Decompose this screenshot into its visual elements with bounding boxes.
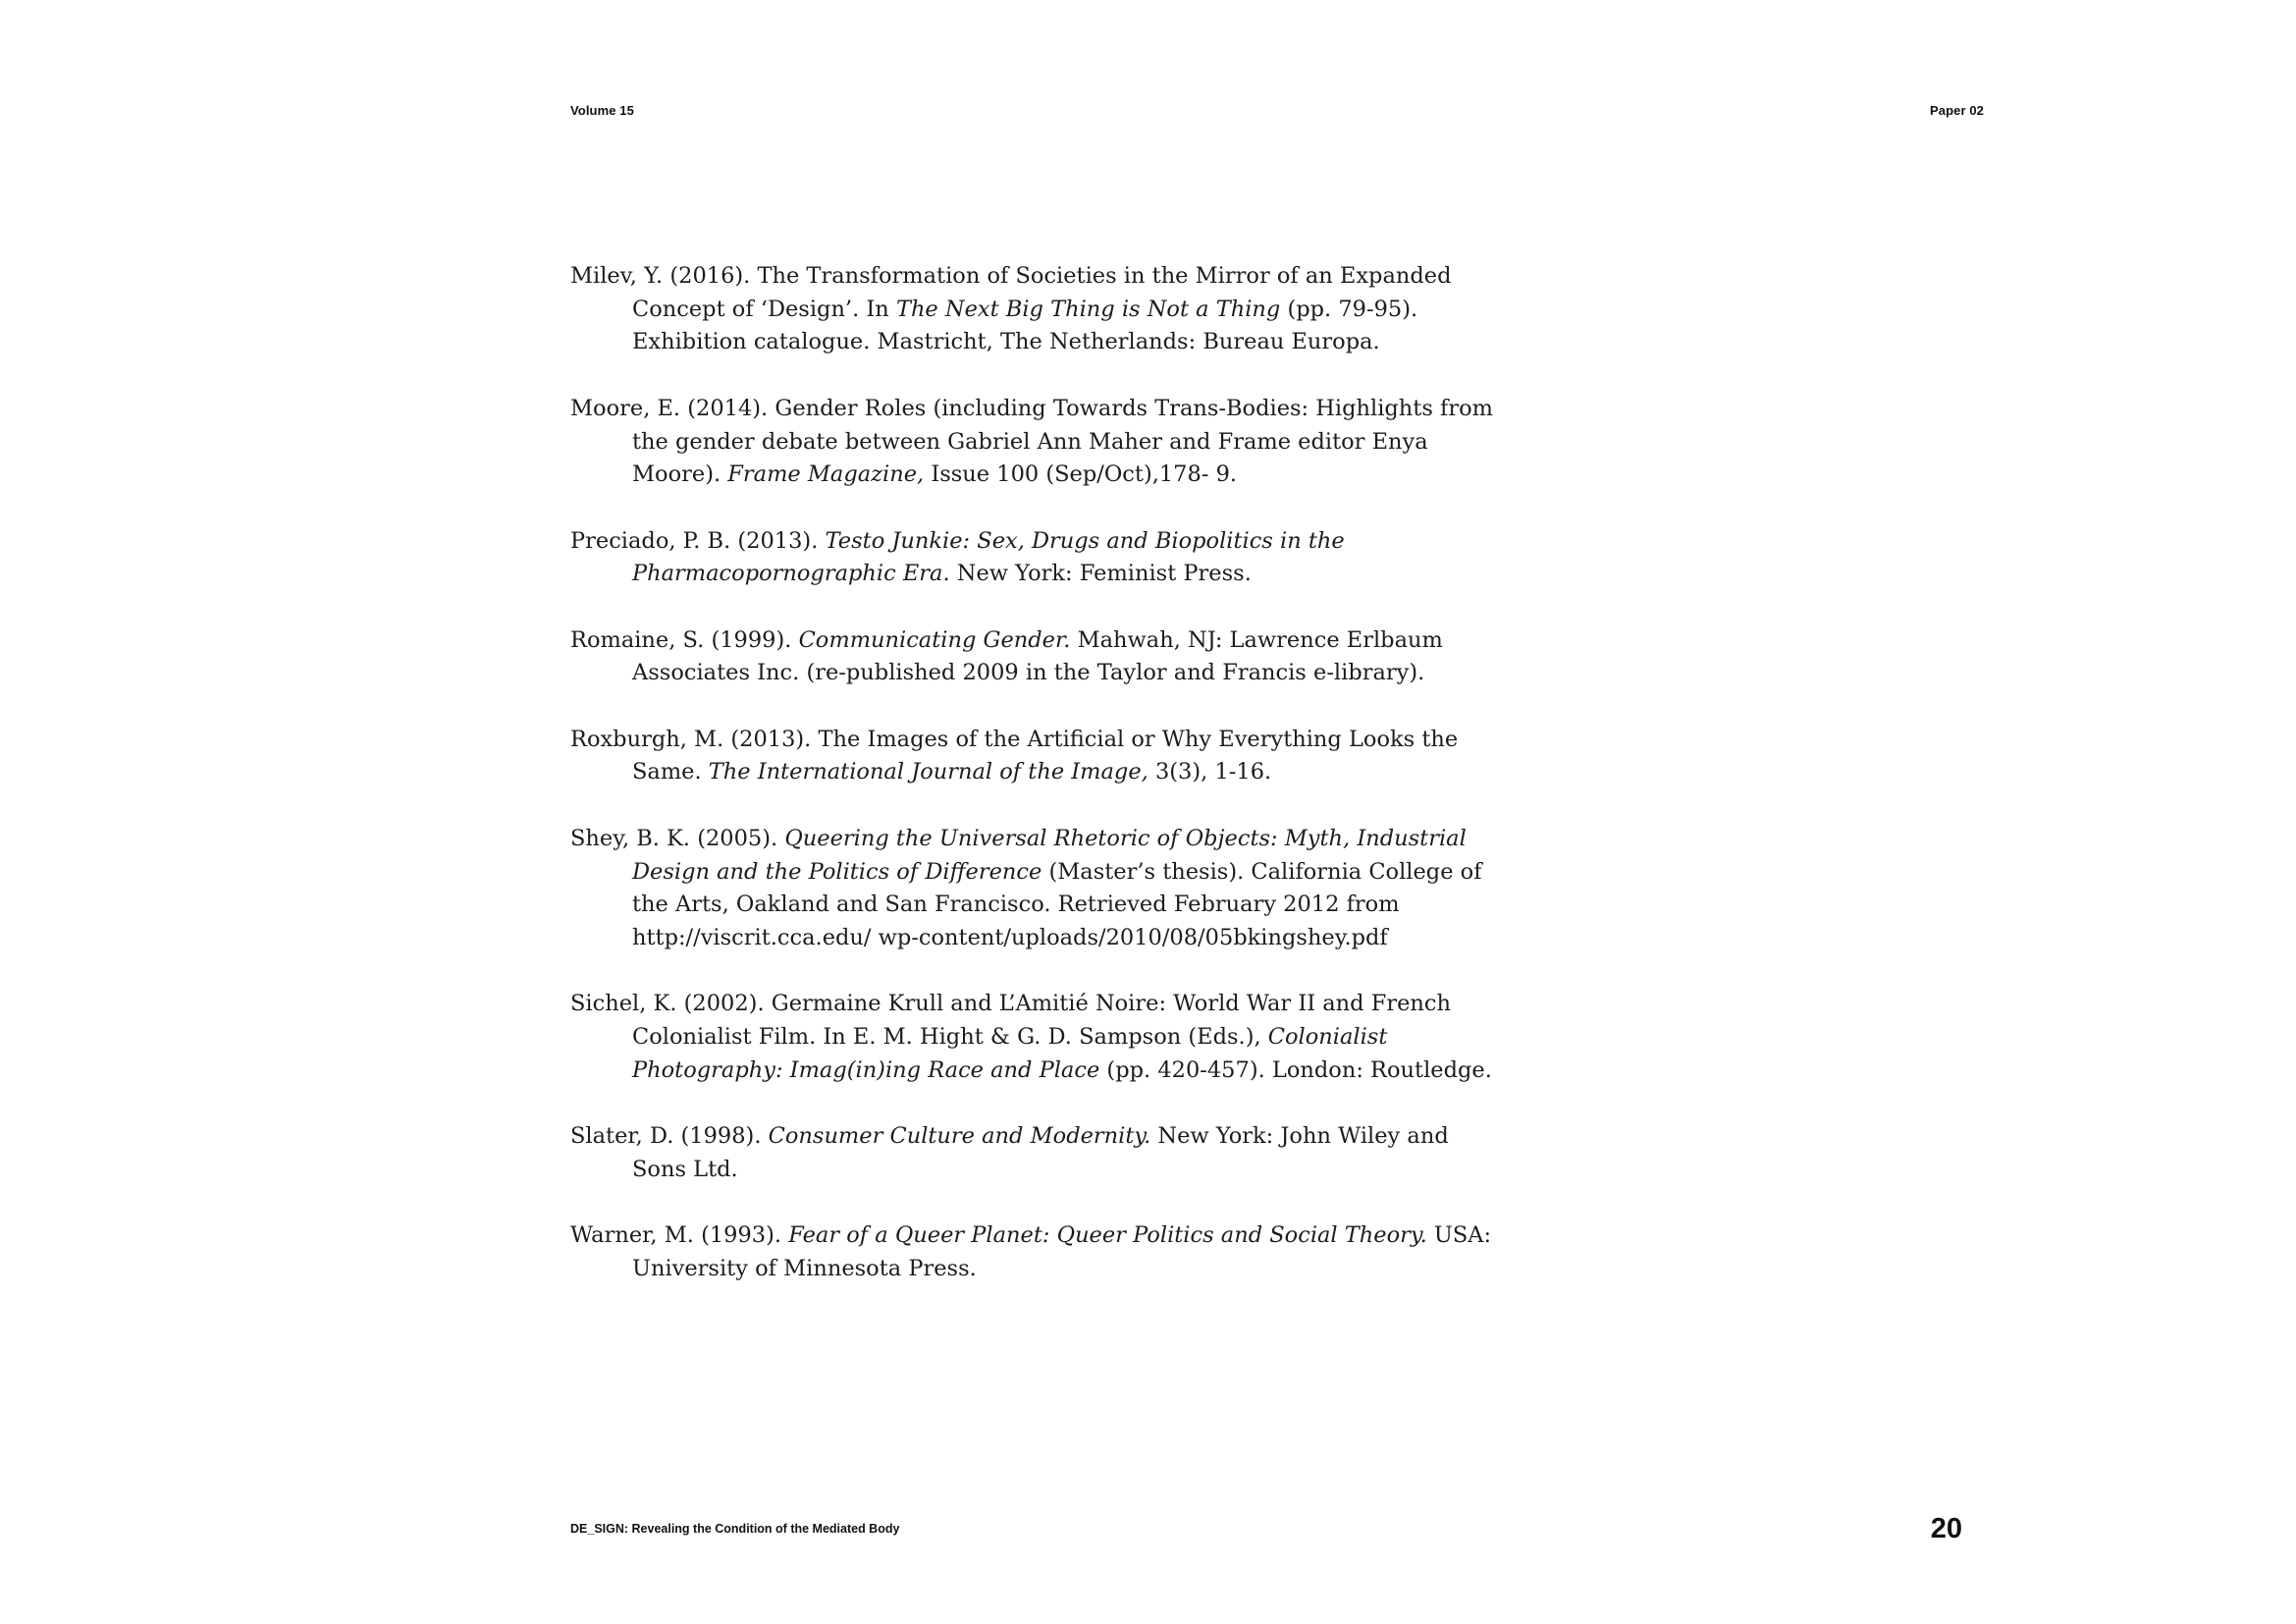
reference-entry bbox=[570, 823, 1493, 955]
reference-text: (pp. 420-457). London: Routledge. bbox=[1099, 1056, 1492, 1083]
reference-text: Sichel, K. (2002). Germaine Krull and L’Amitié Noire: World War II and French Colonialist Film. In E. M. Hight & G. D. Sampson (Eds.), bbox=[570, 991, 1451, 1051]
reference-text: USA: University of Minnesota Press. bbox=[632, 1222, 1492, 1281]
reference-text: Mahwah, NJ: Lawrence Erlbaum Associates Inc. (re-published 2009 in the Taylor and Francis e-library). bbox=[632, 626, 1443, 686]
reference-entry bbox=[570, 1120, 1493, 1186]
reference-text: Warner, M. (1993). bbox=[570, 1222, 789, 1249]
reference-title: Communicating Gender. bbox=[798, 626, 1071, 653]
reference-text: Moore, E. (2014). Gender Roles (including Towards Trans-Bodies: Highlights from the gender debate between Gabriel Ann Maher and Frame editor Enya Moore). bbox=[570, 395, 1493, 488]
reference-title: The International Journal of the Image, bbox=[708, 759, 1148, 785]
reference-title: Consumer Culture and Modernity. bbox=[768, 1123, 1151, 1150]
reference-text: New York: Feminist Press. bbox=[949, 561, 1252, 587]
reference-text: Milev, Y. (2016). The Transformation of Societies in the Mirror of an Expanded Concept of ‘Design’. In bbox=[570, 263, 1452, 322]
reference-text: (Master’s thesis). California College of the Arts, Oakland and San Francisco. Retrieved February 2012 from http://viscrit.cca.edu/ wp-content/uploads/2010/08/05bkingshey.pdf bbox=[632, 858, 1482, 950]
reference-text: 3(3), 1-16. bbox=[1148, 759, 1272, 785]
reference-title: The Next Big Thing is Not a Thing bbox=[895, 296, 1281, 322]
reference-entry bbox=[570, 624, 1493, 690]
reference-text: Preciado, P. B. (2013). bbox=[570, 527, 826, 554]
reference-text: (pp. 79-95). Exhibition catalogue. Mastricht, The Netherlands: Bureau Europa. bbox=[632, 296, 1418, 355]
reference-list bbox=[570, 260, 1493, 1319]
reference-text: New York: John Wiley and Sons Ltd. bbox=[632, 1123, 1449, 1182]
reference-title: Colonialist Photography: Imag(in)ing Race and Place bbox=[632, 1024, 1388, 1083]
reference-entry bbox=[570, 260, 1493, 359]
reference-text: Romaine, S. (1999). bbox=[570, 626, 799, 653]
reference-title: Fear of a Queer Planet: Queer Politics and Social Theory. bbox=[788, 1222, 1427, 1249]
paper-label: Paper 02 bbox=[1929, 103, 1984, 118]
reference-title: Testo Junkie: Sex, Drugs and Biopolitics in the Pharmacopornographic Era. bbox=[632, 527, 1345, 587]
page-number: 20 bbox=[1930, 1513, 1962, 1544]
reference-title: Queering the Universal Rhetoric of Objects: Myth, Industrial Design and the Politics of Difference bbox=[632, 825, 1467, 885]
reference-text: Shey, B. K. (2005). bbox=[570, 825, 785, 851]
reference-entry bbox=[570, 1219, 1493, 1285]
reference-entry bbox=[570, 988, 1493, 1087]
reference-text: Slater, D. (1998). bbox=[570, 1123, 769, 1150]
reference-title: Frame Magazine, bbox=[727, 461, 925, 488]
reference-entry bbox=[570, 393, 1493, 492]
volume-label: Volume 15 bbox=[570, 103, 634, 118]
reference-entry bbox=[570, 525, 1493, 591]
reference-text: Issue 100 (Sep/Oct),178- 9. bbox=[924, 461, 1238, 488]
reference-text: Roxburgh, M. (2013). The Images of the Artificial or Why Everything Looks the Same. bbox=[570, 726, 1459, 785]
footer-title: DE_SIGN: Revealing the Condition of the Mediated Body bbox=[570, 1522, 900, 1536]
reference-entry bbox=[570, 724, 1493, 789]
